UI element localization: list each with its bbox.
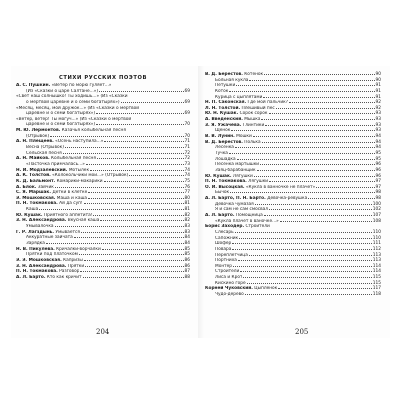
- toc-title: Строители: [215, 269, 240, 275]
- toc-leader-dots: [63, 153, 184, 154]
- toc-leader-dots: [231, 130, 374, 131]
- toc-title: Девочка чумазая: [215, 201, 254, 207]
- toc-page-number: 100: [372, 201, 381, 207]
- toc-leader-dots: [84, 203, 184, 204]
- toc-page-number: 69: [184, 88, 190, 94]
- toc-leader-dots: [104, 181, 184, 182]
- toc-leader-dots: [269, 209, 372, 210]
- toc-title: Повара: [215, 246, 232, 252]
- toc-page-number: 93: [375, 117, 381, 123]
- toc-title: Маша и каша: [55, 195, 88, 201]
- toc-title: «Свет наш солнышко! Ты ходишь...» (Из «Сказки: [16, 94, 128, 100]
- toc-page-number: 82: [184, 212, 190, 218]
- toc-page-number: 88: [184, 274, 190, 280]
- toc-author: Г. Р. Лагздынь.: [16, 229, 55, 235]
- toc-title: Тучка: [215, 150, 228, 156]
- toc-author: Н. П. Саконская.: [205, 100, 247, 106]
- toc-page-number: 97: [375, 179, 381, 185]
- toc-author: О. И. Высоцкая.: [205, 184, 245, 190]
- toc-page-number: 93: [375, 111, 381, 117]
- toc-author: Ю. Кушак.: [16, 212, 43, 218]
- toc-title: Кто как кричит: [45, 274, 82, 280]
- toc-title: Мотылёк: [67, 167, 90, 173]
- toc-leader-dots: [88, 198, 184, 199]
- toc-title: Прятки: [66, 263, 85, 269]
- toc-leader-dots: [257, 170, 375, 171]
- toc-title: Девочка-рёвушка: [265, 196, 308, 202]
- toc-author: К. Д. Бальмонт.: [16, 178, 56, 184]
- toc-leader-dots: [90, 170, 183, 171]
- toc-title: «Колокольчики мои...» (Отрывок): [50, 173, 129, 179]
- toc-page-number: 85: [184, 246, 190, 252]
- toc-leader-dots: [235, 232, 372, 233]
- toc-page-number: 69: [184, 99, 190, 105]
- toc-title: Зарядка: [26, 240, 45, 246]
- toc-title: Шофёр: [215, 241, 232, 247]
- toc-author: А. Л. Барто.: [16, 274, 46, 280]
- toc-page-number: 112: [372, 246, 381, 252]
- toc-author: Корней Чуковский.: [205, 286, 253, 292]
- toc-page-number: 118: [372, 291, 381, 297]
- toc-leader-dots: [97, 158, 184, 159]
- toc-page-number: 84: [184, 235, 190, 241]
- toc-page-number: 81: [184, 201, 190, 207]
- toc-page-number: 84: [184, 240, 190, 246]
- toc-title: Глинтики: [241, 122, 265, 128]
- toc-page-number: 71: [184, 145, 190, 151]
- toc-title: Зайчик: [36, 184, 54, 190]
- toc-page-number: 74: [184, 173, 190, 179]
- toc-title: царевне и о семи богатырях»): [26, 122, 96, 128]
- toc-author: З. Н. Александрова.: [16, 218, 67, 224]
- toc-title: Монтёр: [215, 263, 233, 269]
- toc-leader-dots: [264, 74, 374, 75]
- toc-leader-dots: [65, 147, 184, 148]
- toc-author: А. Н. Майков.: [16, 156, 50, 162]
- toc-title: Аккуратные зайчата: [26, 235, 73, 241]
- toc-leader-dots: [264, 215, 372, 216]
- toc-page-number: 96: [375, 173, 381, 179]
- toc-title: Каша: [26, 207, 39, 213]
- toc-title: Весна (Отрывок): [26, 145, 64, 151]
- toc-page-number: 82: [184, 218, 190, 224]
- toc-entry-text: [215, 292, 244, 298]
- toc-page-number: 98: [375, 196, 381, 202]
- toc-author: В. Д. Берестов.: [205, 72, 243, 77]
- toc-list-right: [205, 72, 381, 298]
- toc-title: Умывается: [54, 229, 80, 235]
- toc-page-number: 91: [375, 88, 381, 94]
- toc-page-number: 115: [372, 275, 381, 281]
- toc-leader-dots: [74, 237, 184, 238]
- toc-leader-dots: [230, 192, 374, 193]
- toc-title: Мошки: [234, 134, 252, 140]
- toc-author: Борис Заходер.: [205, 224, 245, 230]
- toc-author: М. Ю. Лермонтов.: [16, 128, 61, 134]
- toc-leader-dots: [88, 192, 183, 193]
- toc-page-number: 81: [184, 207, 190, 213]
- toc-leader-dots: [229, 153, 375, 154]
- toc-page-number: 87: [184, 269, 190, 275]
- toc-page-number: 86: [184, 257, 190, 263]
- toc-list-left: [16, 83, 190, 280]
- toc-author: В. Д. Берестов.: [205, 139, 243, 145]
- toc-page-number: 93: [375, 128, 381, 134]
- toc-title: (Отрывок): [26, 133, 50, 139]
- toc-title: Плешивый пёс: [240, 105, 275, 111]
- toc-title: Лягушки: [231, 173, 253, 179]
- toc-title: Сапожник: [215, 235, 239, 241]
- toc-page-number: 83: [184, 229, 190, 235]
- toc-page-number: 70: [184, 133, 190, 139]
- toc-leader-dots: [316, 187, 374, 188]
- toc-author: А. К. Толстой.: [16, 173, 51, 179]
- page-number-left: 204: [96, 328, 110, 336]
- toc-author: Л. Н. Толстой.: [205, 105, 241, 111]
- toc-title: Помощница: [234, 213, 263, 219]
- toc-leader-dots: [39, 209, 183, 210]
- toc-page-number: 77: [184, 190, 190, 196]
- toc-title: Казачья колыбельная песня: [60, 128, 126, 134]
- toc-title: Строители: [244, 224, 270, 230]
- toc-page-number: 95: [375, 156, 381, 162]
- toc-leader-dots: [50, 136, 183, 137]
- toc-leader-dots: [262, 142, 375, 143]
- toc-author: П. Н. Токмакова.: [16, 269, 58, 275]
- toc-leader-dots: [84, 260, 184, 261]
- toc-author: В. В. Лунин.: [205, 134, 235, 140]
- toc-leader-dots: [278, 288, 372, 289]
- toc-leader-dots: [99, 91, 183, 92]
- toc-title: Детки в клетке: [50, 190, 88, 196]
- toc-leader-dots: [253, 136, 375, 137]
- toc-page-number: 94: [375, 145, 381, 151]
- toc-page-number: 86: [184, 263, 190, 269]
- toc-title: Петушки: [215, 83, 236, 89]
- toc-leader-dots: [308, 198, 374, 199]
- toc-leader-dots: [289, 102, 375, 103]
- toc-page-number: 70: [184, 122, 190, 128]
- toc-leader-dots: [232, 249, 371, 250]
- toc-entry-text: [205, 123, 264, 129]
- toc-author: П. Н. Токмакова.: [16, 201, 58, 207]
- toc-leader-dots: [235, 147, 375, 148]
- toc-title: Мышка: [242, 117, 261, 123]
- toc-page-number: 80: [184, 195, 190, 201]
- toc-page-number: 110: [372, 229, 381, 235]
- toc-leader-dots: [102, 249, 184, 250]
- toc-title: Щенок: [215, 128, 231, 134]
- toc-leader-dots: [81, 232, 184, 233]
- toc-leader-dots: [96, 113, 183, 114]
- toc-leader-dots: [236, 85, 374, 86]
- toc-title: Ай да суп!: [57, 201, 83, 207]
- toc-leader-dots: [80, 271, 183, 272]
- toc-author: А. Блок.: [16, 184, 37, 190]
- toc-page-number: 72: [184, 150, 190, 156]
- toc-title: Лиса и Крот: [215, 275, 243, 281]
- toc-title: Лёсенка: [215, 145, 234, 151]
- toc-title: царевне и о семи богатырях»): [26, 111, 96, 117]
- toc-title: Где мой пальчик?: [246, 100, 289, 106]
- toc-title: Я и сам не сам смосвал: [215, 207, 269, 213]
- toc-author: А. Л. Барто.: [205, 213, 235, 219]
- toc-page-number: 102: [372, 207, 381, 213]
- page-number-right: 205: [295, 328, 309, 336]
- toc-author: А. Введенский.: [205, 117, 243, 123]
- toc-leader-dots: [280, 221, 372, 222]
- toc-leader-dots: [239, 238, 372, 239]
- toc-author: Э. Э. Мошковская.: [16, 257, 62, 263]
- toc-author: З. Я. Ужачёва.: [205, 122, 242, 128]
- toc-leader-dots: [276, 108, 375, 109]
- toc-page-number: 92: [375, 105, 381, 111]
- toc-title: Кричалки-ворчалки: [54, 246, 101, 252]
- toc-leader-dots: [100, 220, 183, 221]
- toc-page-number: 76: [184, 184, 190, 190]
- toc-leader-dots: [260, 164, 374, 165]
- toc-title: Переплётчица: [215, 252, 248, 258]
- toc-leader-dots: [263, 97, 374, 98]
- toc-author: Н. В. Пикулева.: [16, 246, 55, 252]
- toc-title: Песенка мартышки: [215, 162, 260, 168]
- toc-author: Э. Мошковская.: [16, 195, 56, 201]
- toc-page-number: 91: [375, 94, 381, 100]
- toc-title: «Месяц, месяц, мой дружок...» (Из «Сказки о мёртвой: [16, 105, 140, 111]
- toc-leader-dots: [245, 294, 372, 295]
- toc-title: Коток: [215, 88, 229, 94]
- toc-title: Колыбельная песня: [49, 156, 96, 162]
- toc-leader-dots: [249, 80, 374, 81]
- toc-leader-dots: [229, 91, 374, 92]
- toc-title: Слесарь: [215, 229, 234, 235]
- toc-author: З. Н. Александрова.: [16, 263, 67, 269]
- toc-title: «Кукла в ванночке не плачет»: [244, 184, 316, 190]
- toc-leader-dots: [238, 260, 372, 261]
- toc-title: Портниха: [215, 258, 237, 264]
- toc-title: Лошадка: [215, 156, 236, 162]
- toc-leader-dots: [104, 141, 183, 142]
- toc-leader-dots: [129, 175, 183, 176]
- toc-title: Бычок: [215, 190, 230, 196]
- toc-entry: [205, 292, 381, 298]
- toc-title: «Кукла плачет в ваночке...»: [215, 218, 279, 224]
- left-page: [16, 72, 190, 280]
- toc-leader-dots: [86, 164, 184, 165]
- toc-entry: [16, 275, 190, 281]
- toc-title: «Осень наступила...»: [53, 139, 104, 145]
- toc-leader-dots: [269, 113, 375, 114]
- book-gutter: [198, 66, 204, 338]
- toc-page-number: 71: [184, 139, 190, 145]
- toc-leader-dots: [261, 119, 374, 120]
- toc-leader-dots: [79, 254, 184, 255]
- toc-leader-dots: [93, 215, 183, 216]
- toc-leader-dots: [55, 187, 184, 188]
- toc-page-number: 74: [184, 167, 190, 173]
- toc-page-number: 96: [375, 162, 381, 168]
- toc-leader-dots: [269, 181, 374, 182]
- toc-leader-dots: [237, 159, 375, 160]
- section-title: СТИХИ РУССКИХ ПОЭТОВ: [58, 75, 148, 81]
- toc-page-number: 83: [184, 224, 190, 230]
- toc-title: Прятки под платочком: [26, 252, 78, 258]
- toc-title: «Ласточка примчалась...»: [26, 161, 85, 167]
- toc-leader-dots: [232, 243, 372, 244]
- toc-page-number: 85: [184, 252, 190, 258]
- toc-leader-dots: [243, 277, 371, 278]
- toc-leader-dots: [46, 243, 184, 244]
- toc-title: Комарики-макарики: [55, 178, 103, 184]
- toc-title: Котёнок: [242, 72, 264, 77]
- toc-title: Сельская песня: [26, 150, 62, 156]
- toc-page-number: 107: [372, 213, 381, 219]
- toc-title: Разговор: [57, 269, 80, 275]
- toc-entry-text: [16, 275, 82, 281]
- toc-author: А. Л. Барто, П. Н. Барто.: [205, 196, 266, 202]
- toc-page-number: 108: [372, 218, 381, 224]
- toc-page-number: 94: [375, 134, 381, 140]
- toc-title: (Из «Сказки о царе Салтане...»): [26, 88, 99, 94]
- toc-title: Чудо-дерево: [215, 291, 244, 297]
- toc-page-number: 93: [375, 122, 381, 128]
- toc-page-number: 110: [372, 235, 381, 241]
- toc-author: А. Н. Плещеев.: [16, 139, 54, 145]
- toc-title: Цыплёнок: [252, 286, 278, 292]
- toc-page-number: 113: [372, 252, 381, 258]
- toc-page-number: 92: [375, 100, 381, 106]
- toc-page-number: 94: [375, 139, 381, 145]
- toc-title: Приятного аппетита!: [42, 212, 93, 218]
- toc-title: Кискино горе: [215, 280, 246, 286]
- toc-page-number: 90: [375, 77, 381, 83]
- toc-title: Умывалочка: [26, 224, 54, 230]
- toc-leader-dots: [121, 102, 184, 103]
- toc-title: Больная кукла: [215, 77, 249, 83]
- toc-leader-dots: [96, 124, 183, 125]
- toc-title: «Ветер по морю гуляет...»: [50, 83, 112, 88]
- toc-page-number: 113: [372, 258, 381, 264]
- toc-title: Капризы: [61, 257, 83, 263]
- toc-leader-dots: [55, 226, 184, 227]
- toc-page-number: 111: [372, 241, 381, 247]
- toc-page-number: 72: [184, 156, 190, 162]
- toc-page-number: 90: [375, 72, 381, 77]
- toc-leader-dots: [249, 255, 372, 256]
- toc-title: Курица с цыплятами: [215, 94, 263, 100]
- toc-page-number: 115: [372, 280, 381, 286]
- toc-leader-dots: [247, 283, 372, 284]
- toc-author: Н. И. Модзалевский.: [16, 167, 68, 173]
- toc-page-number: 91: [375, 83, 381, 89]
- toc-title: «Ветер, ветер! Ты могуч...» (Из «Сказки о мёртвой: [16, 116, 132, 122]
- toc-page-number: 69: [184, 111, 190, 117]
- toc-title: Полька: [242, 139, 261, 145]
- toc-author: С. Я. Маршак.: [16, 190, 51, 196]
- toc-author: Ю. Кушак.: [205, 173, 232, 179]
- toc-page-number: 95: [375, 150, 381, 156]
- toc-leader-dots: [265, 125, 374, 126]
- toc-leader-dots: [254, 176, 375, 177]
- toc-page-number: 98: [375, 190, 381, 196]
- toc-page-number: 96: [375, 167, 381, 173]
- toc-leader-dots: [83, 277, 184, 278]
- toc-author: Ю. Н. Кушак.: [205, 111, 239, 117]
- toc-author: П. Н. Токмакова.: [205, 179, 247, 185]
- toc-leader-dots: [233, 266, 372, 267]
- toc-title: Сорок сорок: [238, 111, 268, 117]
- toc-page-number: 114: [372, 269, 381, 275]
- toc-page-number: 117: [372, 286, 381, 292]
- toc-page-number: 75: [184, 178, 190, 184]
- toc-leader-dots: [255, 204, 372, 205]
- toc-title: Вкусная каша: [66, 218, 100, 224]
- toc-leader-dots: [85, 266, 183, 267]
- toc-author: А. С. Пушкин.: [16, 83, 51, 88]
- toc-title: Заяц-барабанщик: [215, 167, 256, 173]
- right-page: [205, 72, 381, 298]
- toc-title: о мёртвой царевне и о семи богатырях»): [26, 99, 120, 105]
- toc-page-number: 114: [372, 263, 381, 269]
- toc-leader-dots: [240, 271, 371, 272]
- toc-page-number: 73: [184, 161, 190, 167]
- toc-title: Лягушки: [246, 179, 269, 185]
- toc-page-number: 97: [375, 184, 381, 190]
